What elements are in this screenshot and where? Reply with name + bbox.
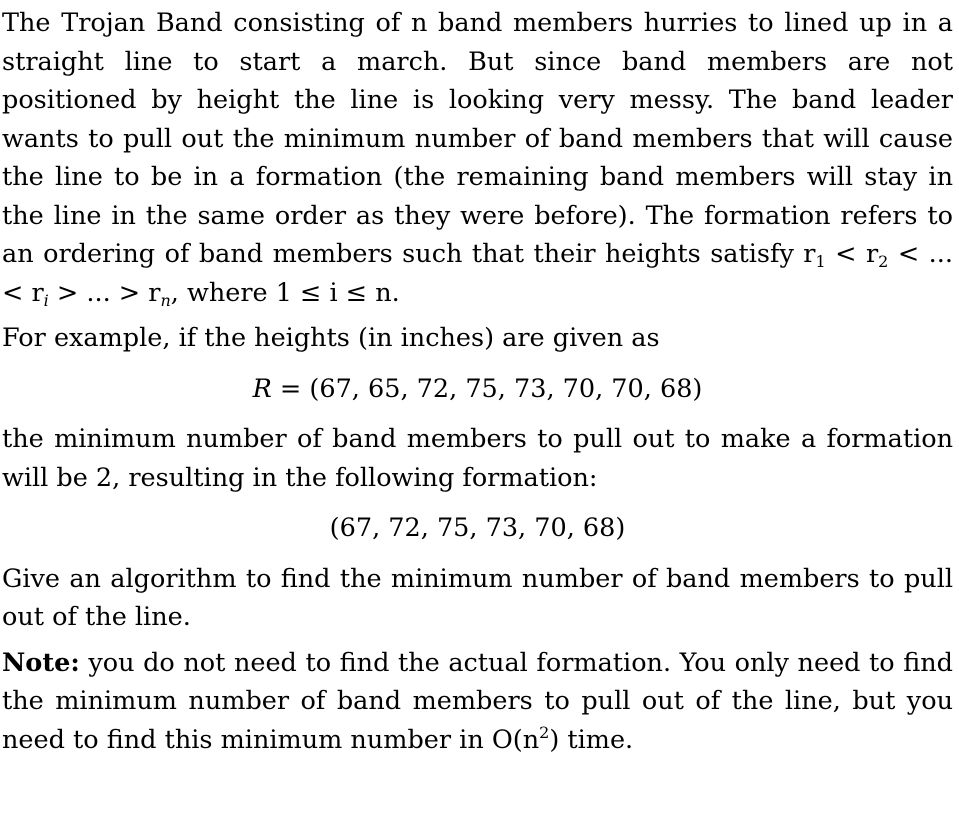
formation-sequence: (67, 72, 75, 73, 70, 68) xyxy=(329,513,626,543)
subscript-2: 2 xyxy=(878,252,889,271)
subscript-1: 1 xyxy=(815,252,826,271)
subscript-n: n xyxy=(160,290,171,310)
note-paragraph xyxy=(2,644,953,760)
intro-paragraph xyxy=(2,4,953,312)
task-text: Give an algorithm to find the minimum number of band members to pull out of the line. xyxy=(2,563,953,632)
subscript-i: i xyxy=(43,290,49,310)
note-label: Note: xyxy=(2,647,80,678)
condition-gt: > ... > r xyxy=(48,277,161,308)
result-text: the minimum number of band members to pull out to make a formation will be 2, resulting in the following formation: xyxy=(2,424,953,493)
formation-equation xyxy=(2,509,953,548)
intro-text: The Trojan Band consisting of n band members hurries to lined up in a straight line to start a march. But since band members are not positioned by height the line is looking very messy. The band leader wants to pull out the minimum number of band members that will cause the line to be in a formation (the remaining band members will stay in the line in the same order as they were before). The formation refers to an ordering of band members such that their heights satisfy r xyxy=(2,8,953,269)
task-paragraph xyxy=(2,560,953,637)
example-lead-paragraph xyxy=(2,319,953,358)
example-sequence: = (67, 65, 72, 75, 73, 70, 70, 68) xyxy=(271,373,703,404)
example-lead-text: For example, if the heights (in inches) are given as xyxy=(2,323,660,353)
result-paragraph xyxy=(2,420,953,497)
note-superscript: 2 xyxy=(539,722,550,742)
condition-end: , where 1 ≤ i ≤ n. xyxy=(170,277,400,308)
condition-lt: < r xyxy=(825,239,879,269)
note-text: you do not need to find the actual formation. You only need to find the minimum number of band members to pull out of the line, but you need to find this minimum number in O(n xyxy=(2,647,953,755)
example-heights-equation xyxy=(2,370,953,409)
example-variable: R xyxy=(252,373,272,404)
condition-mid: < ... < r xyxy=(2,239,953,308)
note-end: ) time. xyxy=(549,724,634,755)
